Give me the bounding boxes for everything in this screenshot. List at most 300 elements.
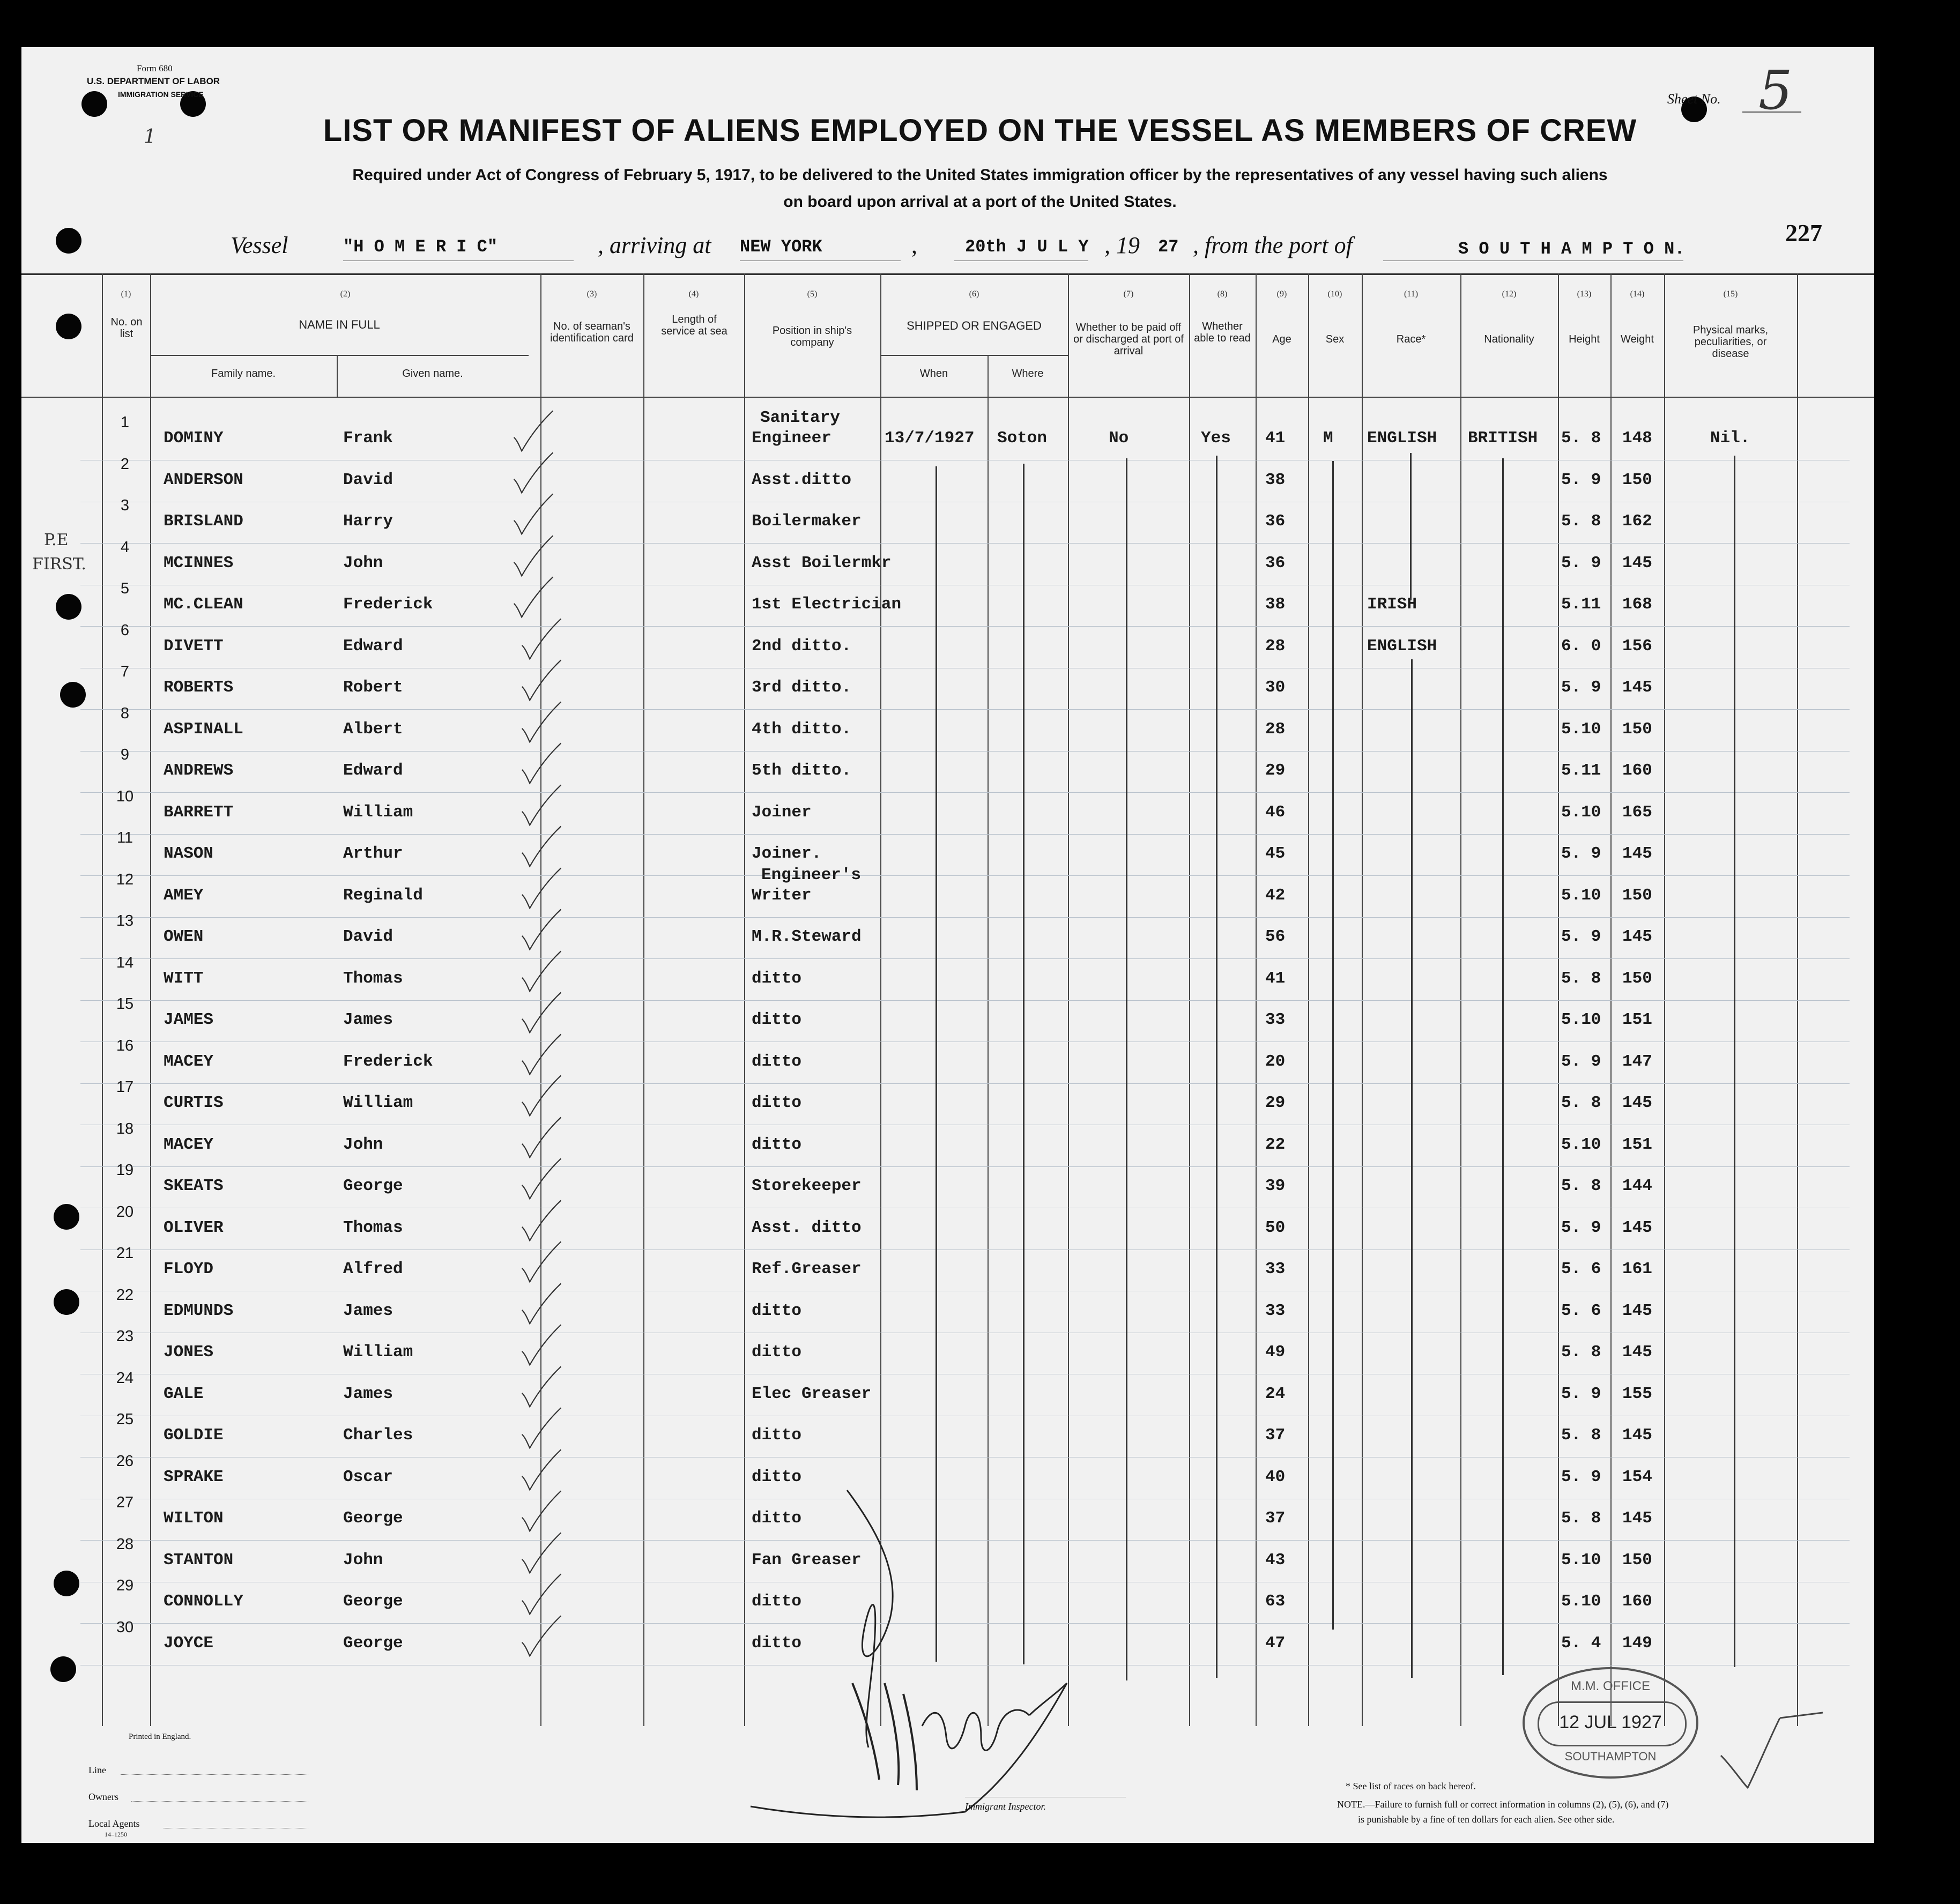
cell-weight: 150 [1622, 719, 1652, 739]
cell-family: STANTON [164, 1550, 234, 1570]
cell-height: 5.10 [1561, 1592, 1601, 1611]
cell-given: John [343, 553, 383, 572]
cell-age: 22 [1265, 1135, 1286, 1154]
cell-position: Elec Greaser [752, 1384, 872, 1403]
cell-height: 5. 6 [1561, 1301, 1601, 1320]
row-number: 21 [116, 1245, 134, 1262]
row-number: 2 [120, 455, 130, 473]
cell-weight: 148 [1622, 429, 1652, 448]
cell-given: George [343, 1633, 403, 1653]
cell-height: 5. 9 [1561, 1467, 1601, 1486]
cell-position: Joiner. [752, 844, 822, 863]
row-number: 12 [116, 871, 134, 888]
column-number: (12) [1502, 289, 1517, 299]
margin-note-1: P.E [44, 531, 69, 549]
stamp-bottom-text: SOUTHAMPTON [1564, 1750, 1657, 1763]
cell-height: 5. 8 [1561, 1177, 1601, 1195]
cell-height: 5. 4 [1561, 1633, 1601, 1653]
arrival-date: 20th J U L Y [965, 237, 1089, 257]
id-card-check-mark [520, 1072, 563, 1120]
cell-weight: 155 [1622, 1384, 1652, 1403]
cell-age: 20 [1265, 1052, 1286, 1071]
cell-position: Asst.ditto [752, 470, 852, 489]
subtitle-line-1: Required under Act of Congress of February 5, 1917, to be delivered to the United States immigration officer by the representatives of any vessel having such aliens [352, 166, 1608, 184]
row-number: 13 [116, 912, 134, 929]
cell-given: Alfred [343, 1260, 403, 1278]
row-number: 3 [120, 497, 130, 514]
row-number: 4 [120, 538, 130, 556]
cell-weight: 150 [1622, 470, 1652, 489]
cell-family: GALE [164, 1384, 204, 1403]
row-rule [80, 875, 1850, 876]
ditto-line-sex [1332, 461, 1334, 1630]
comma: , [911, 232, 917, 258]
id-card-check-mark [520, 1155, 563, 1203]
punch-hole [56, 594, 81, 620]
cell-position: Fan Greaser [752, 1550, 862, 1570]
fine-note-2: is punishable by a fine of ten dollars for each alien. See other side. [1358, 1814, 1615, 1825]
punch-hole [56, 314, 81, 339]
id-card-check-mark [520, 906, 563, 954]
cell-given: George [343, 1177, 403, 1195]
row-rule [80, 709, 1850, 710]
id-card-check-mark [520, 1197, 563, 1245]
cell-position: ditto [752, 1343, 802, 1362]
row-number: 28 [116, 1535, 134, 1553]
cell-height: 5. 9 [1561, 1052, 1601, 1071]
row-number: 23 [116, 1328, 134, 1345]
cell-height: 5. 8 [1561, 1426, 1601, 1445]
ditto-line-race-2 [1411, 659, 1413, 1678]
cell-sex: M [1323, 429, 1333, 448]
cell-family: CONNOLLY [164, 1592, 243, 1611]
header-age: Age [1272, 333, 1291, 345]
cell-position: Joiner [752, 802, 812, 822]
cell-given: Edward [343, 761, 403, 780]
cell-weight: 154 [1622, 1467, 1652, 1486]
cell-height: 5. 9 [1561, 678, 1601, 697]
cell-weight: 145 [1622, 1426, 1652, 1445]
ditto-line-nationality [1502, 458, 1504, 1675]
cell-given: Arthur [343, 844, 403, 863]
punch-hole [54, 1289, 79, 1315]
row-rule [80, 958, 1850, 959]
header-height: Height [1569, 333, 1600, 345]
cell-position: ditto [752, 1426, 802, 1445]
cell-position: ditto [752, 1509, 802, 1528]
cell-age: 50 [1265, 1218, 1286, 1237]
cell-age: 41 [1265, 969, 1286, 988]
cell-weight: 162 [1622, 512, 1652, 531]
agents-label: Local Agents [88, 1818, 140, 1829]
cell-height: 5. 9 [1561, 1218, 1601, 1237]
cell-weight: 151 [1622, 1010, 1652, 1029]
cell-position: Asst Boilermkr [752, 553, 892, 572]
cell-age: 45 [1265, 844, 1286, 863]
cell-height: 5.10 [1561, 1550, 1601, 1570]
row-rule [80, 1083, 1850, 1084]
id-card-check-mark [512, 490, 555, 539]
header-race: Race* [1396, 333, 1426, 345]
cell-given: George [343, 1592, 403, 1611]
cell-race: IRISH [1367, 595, 1417, 614]
ditto-line-read [1216, 456, 1217, 1678]
header-when: When [919, 368, 948, 380]
punch-hole [50, 1656, 76, 1682]
cell-height: 5.11 [1561, 761, 1601, 780]
cell-given: James [343, 1301, 394, 1320]
column-number: (10) [1327, 289, 1342, 299]
sheet-label: Sheet No. [1667, 91, 1721, 107]
row-number: 27 [116, 1494, 134, 1511]
row-number: 16 [116, 1037, 134, 1054]
id-card-check-mark [520, 1280, 563, 1328]
cell-given: Oscar [343, 1467, 394, 1486]
page-number: 227 [1785, 219, 1822, 247]
year-prefix: , 19 [1104, 232, 1140, 258]
cell-position: Writer [752, 886, 812, 905]
column-number: (9) [1276, 289, 1287, 299]
cell-given: David [343, 470, 394, 489]
cell-age: 56 [1265, 927, 1286, 946]
row-number: 6 [120, 621, 130, 639]
inspector-signature [740, 1479, 1072, 1823]
cell-weight: 165 [1622, 802, 1652, 822]
cell-family: DIVETT [164, 636, 224, 656]
cell-age: 29 [1265, 761, 1286, 780]
cell-age: 33 [1265, 1260, 1286, 1278]
row-number: 10 [116, 787, 134, 805]
column-number: (11) [1404, 289, 1419, 299]
cell-weight: 144 [1622, 1177, 1652, 1195]
cell-family: GOLDIE [164, 1426, 224, 1445]
departure-port: S O U T H A M P T O N. [1458, 239, 1685, 259]
cell-position: ditto [752, 1052, 802, 1071]
cell-age: 43 [1265, 1550, 1286, 1570]
vessel-label: Vessel [231, 232, 288, 258]
cell-weight: 145 [1622, 927, 1652, 946]
cell-family: EDMUNDS [164, 1301, 234, 1320]
cell-family: OWEN [164, 927, 204, 946]
line-label: Line [88, 1765, 106, 1775]
check-mark [1710, 1697, 1828, 1793]
ditto-line-paid [1126, 458, 1127, 1680]
header-where: Where [1012, 368, 1044, 380]
cell-given: John [343, 1550, 383, 1570]
cell-weight: 156 [1622, 636, 1652, 656]
id-card-check-mark [520, 1238, 563, 1286]
id-card-check-mark [520, 1404, 563, 1453]
owners-label: Owners [88, 1791, 118, 1802]
cell-given: George [343, 1509, 403, 1528]
column-number: (13) [1577, 289, 1592, 299]
row-number: 8 [120, 704, 130, 722]
column-number: (7) [1123, 289, 1134, 299]
id-card-check-mark [512, 574, 555, 622]
header-bottom-rule [21, 397, 1874, 398]
line-field [121, 1774, 308, 1775]
cell-age: 63 [1265, 1592, 1286, 1611]
cell-weight: 145 [1622, 1218, 1652, 1237]
id-card-check-mark [520, 1031, 563, 1079]
row-rule [80, 751, 1850, 752]
cell-given: Edward [343, 636, 403, 656]
header-length-service: Length of service at sea [661, 314, 727, 337]
header-paid-off: Whether to be paid off or discharged at port of arrival [1073, 322, 1184, 357]
column-number: (4) [688, 289, 699, 299]
subtitle-line-2: on board upon arrival at a port of the United States. [783, 193, 1177, 211]
cell-age: 49 [1265, 1343, 1286, 1362]
cell-weight: 151 [1622, 1135, 1652, 1154]
cell-height: 5. 9 [1561, 470, 1601, 489]
header-shipped: SHIPPED OR ENGAGED [907, 319, 1042, 332]
row-number: 20 [116, 1203, 134, 1221]
cell-position: 4th ditto. [752, 719, 852, 739]
cell-weight: 145 [1622, 1094, 1652, 1112]
column-number: (8) [1217, 289, 1228, 299]
column-number: (15) [1723, 289, 1738, 299]
cell-weight: 161 [1622, 1260, 1652, 1278]
id-card-check-mark [520, 989, 563, 1037]
id-card-check-mark [512, 407, 555, 456]
cell-family: DOMINY [164, 429, 224, 448]
row-number: 22 [116, 1286, 134, 1304]
row-rule [80, 626, 1850, 627]
owners-field [131, 1801, 308, 1802]
row-rule [80, 834, 1850, 835]
cell-age: 40 [1265, 1467, 1286, 1486]
cell-marks: Nil. [1710, 429, 1750, 448]
cell-given: Charles [343, 1426, 413, 1445]
row-rule [80, 917, 1850, 918]
name-subheader-rule [150, 355, 529, 356]
fine-note-1: NOTE.—Failure to furnish full or correct information in columns (2), (5), (6), and (7) [1337, 1799, 1669, 1810]
shipped-subheader-rule [880, 355, 1068, 356]
column-number: (6) [969, 289, 979, 299]
cell-weight: 145 [1622, 1343, 1652, 1362]
cell-family: MC.CLEAN [164, 595, 243, 614]
header-nationality: Nationality [1484, 333, 1534, 345]
cell-weight: 150 [1622, 886, 1652, 905]
cell-position: Engineer [752, 429, 831, 448]
from-label: , from the port of [1193, 232, 1353, 258]
cell-position: 2nd ditto. [752, 636, 852, 656]
id-card-check-mark [520, 1571, 563, 1619]
header-name-in-full: NAME IN FULL [299, 318, 380, 331]
cell-family: BARRETT [164, 802, 234, 822]
margin-mark: 1 [144, 126, 156, 148]
cell-height: 5. 9 [1561, 553, 1601, 572]
punch-hole [54, 1204, 79, 1230]
cell-age: 28 [1265, 636, 1286, 656]
cell-family: MCINNES [164, 553, 234, 572]
table-top-rule [21, 273, 1874, 275]
inspector-label: Immigrant Inspector. [965, 1801, 1046, 1812]
cell-position: Asst. ditto [752, 1218, 862, 1237]
cell-position: Ref.Greaser [752, 1260, 862, 1278]
id-card-check-mark [520, 1363, 563, 1411]
cell-age: 36 [1265, 512, 1286, 531]
service: IMMIGRATION SERVICE [118, 90, 204, 99]
cell-weight: 145 [1622, 678, 1652, 697]
column-number: (2) [340, 289, 351, 299]
header-family-name: Family name. [211, 368, 276, 380]
row-number: 7 [120, 663, 130, 680]
cell-age: 46 [1265, 802, 1286, 822]
cell-position: ditto [752, 1135, 802, 1154]
cell-given: Frank [343, 429, 394, 448]
cell-age: 30 [1265, 678, 1286, 697]
cell-race: ENGLISH [1367, 429, 1437, 448]
year-suffix: 27 [1158, 237, 1179, 257]
cell-position: Boilermaker [752, 512, 862, 531]
punch-hole [56, 228, 81, 254]
cell-family: MACEY [164, 1052, 214, 1071]
cell-given: Thomas [343, 1218, 403, 1237]
row-number: 9 [120, 746, 130, 763]
id-card-check-mark [520, 782, 563, 830]
cell-race: ENGLISH [1367, 636, 1437, 656]
cell-family: ANDREWS [164, 761, 234, 780]
ditto-line-race [1410, 453, 1412, 600]
cell-given: Robert [343, 678, 403, 697]
cell-age: 38 [1265, 595, 1286, 614]
cell-family: WITT [164, 969, 204, 988]
cell-weight: 145 [1622, 844, 1652, 863]
cell-where: Soton [997, 429, 1048, 448]
cell-height: 6. 0 [1561, 636, 1601, 656]
cell-height: 5.10 [1561, 1010, 1601, 1029]
id-card-check-mark [520, 1446, 563, 1494]
row-number: 19 [116, 1162, 134, 1179]
header-sex: Sex [1325, 333, 1345, 345]
id-card-check-mark [512, 449, 555, 497]
department: U.S. DEPARTMENT OF LABOR [87, 76, 220, 86]
cell-height: 5. 8 [1561, 1509, 1601, 1528]
document-title: LIST OR MANIFEST OF ALIENS EMPLOYED ON THE VESSEL AS MEMBERS OF CREW [323, 113, 1637, 148]
row-number: 29 [116, 1577, 134, 1594]
cell-family: SPRAKE [164, 1467, 224, 1486]
cell-position: ditto [752, 1010, 802, 1029]
punch-hole [54, 1571, 79, 1596]
cell-weight: 160 [1622, 761, 1652, 780]
cell-height: 5. 8 [1561, 512, 1601, 531]
cell-weight: 145 [1622, 553, 1652, 572]
id-card-check-mark [520, 1321, 563, 1370]
row-number: 17 [116, 1079, 134, 1096]
cell-height: 5. 6 [1561, 1260, 1601, 1278]
column-number: (3) [586, 289, 597, 299]
cell-position: ditto [752, 969, 802, 988]
header-no-on-list: No. on list [110, 316, 143, 340]
position-line-1: Engineer's [761, 865, 862, 884]
cell-position: ditto [752, 1094, 802, 1112]
row-rule [80, 1000, 1850, 1001]
header-position: Position in ship's company [772, 325, 852, 348]
cell-height: 5.10 [1561, 719, 1601, 739]
header-weight: Weight [1621, 333, 1654, 345]
cell-position: 1st Electrician [752, 595, 902, 614]
cell-height: 5. 8 [1561, 1343, 1601, 1362]
cell-paid: No [1109, 429, 1129, 448]
cell-family: OLIVER [164, 1218, 224, 1237]
cell-position: 3rd ditto. [752, 678, 852, 697]
cell-family: ANDERSON [164, 470, 243, 489]
header-given-name: Given name. [402, 368, 463, 380]
cell-height: 5. 9 [1561, 1384, 1601, 1403]
cell-family: ROBERTS [164, 678, 234, 697]
id-card-check-mark [520, 1529, 563, 1578]
cell-age: 37 [1265, 1509, 1286, 1528]
cell-family: AMEY [164, 886, 204, 905]
id-card-check-mark [520, 948, 563, 996]
cell-family: WILTON [164, 1509, 224, 1528]
form-number: Form 680 [137, 63, 173, 73]
cell-given: James [343, 1384, 394, 1403]
id-card-check-mark [520, 1612, 563, 1661]
cell-given: John [343, 1135, 383, 1154]
row-number: 5 [120, 580, 130, 597]
cell-given: Reginald [343, 886, 423, 905]
cell-weight: 145 [1622, 1509, 1652, 1528]
id-card-check-mark [520, 740, 563, 788]
cell-height: 5. 9 [1561, 844, 1601, 863]
cell-family: SKEATS [164, 1177, 224, 1195]
row-number: 15 [116, 995, 134, 1013]
cell-family: MACEY [164, 1135, 214, 1154]
id-card-check-mark [512, 532, 555, 581]
arrival-port: NEW YORK [740, 237, 822, 257]
column-number: (5) [807, 289, 818, 299]
header-able-read: Whether able to read [1194, 321, 1251, 344]
position-line-1: Sanitary [760, 408, 840, 427]
cell-family: FLOYD [164, 1260, 214, 1278]
cell-given: Frederick [343, 595, 433, 614]
row-number: 11 [116, 829, 133, 846]
cell-position: Storekeeper [752, 1177, 862, 1195]
row-rule [80, 543, 1850, 544]
row-number: 18 [116, 1120, 134, 1137]
cell-given: William [343, 1343, 413, 1362]
cell-age: 38 [1265, 470, 1286, 489]
cell-height: 5. 8 [1561, 429, 1601, 448]
cell-position: ditto [752, 1467, 802, 1486]
cell-height: 5. 8 [1561, 969, 1601, 988]
row-number: 30 [116, 1618, 134, 1636]
cell-family: ASPINALL [164, 719, 243, 739]
column-number: (1) [121, 289, 131, 299]
id-card-check-mark [520, 823, 563, 871]
cell-height: 5.10 [1561, 1135, 1601, 1154]
row-number: 14 [116, 954, 134, 971]
cell-given: Frederick [343, 1052, 433, 1071]
cell-age: 41 [1265, 429, 1286, 448]
cell-age: 24 [1265, 1384, 1286, 1403]
cell-weight: 168 [1622, 595, 1652, 614]
cell-given: David [343, 927, 394, 946]
ditto-line-physical [1734, 456, 1735, 1667]
cell-weight: 160 [1622, 1592, 1652, 1611]
cell-given: William [343, 1094, 413, 1112]
id-card-check-mark [520, 1488, 563, 1536]
row-number: 1 [120, 414, 130, 431]
office-stamp [1523, 1667, 1698, 1779]
cell-weight: 150 [1622, 1550, 1652, 1570]
cell-position: 5th ditto. [752, 761, 852, 780]
cell-weight: 147 [1622, 1052, 1652, 1071]
cell-given: William [343, 802, 413, 822]
cell-family: CURTIS [164, 1094, 224, 1112]
